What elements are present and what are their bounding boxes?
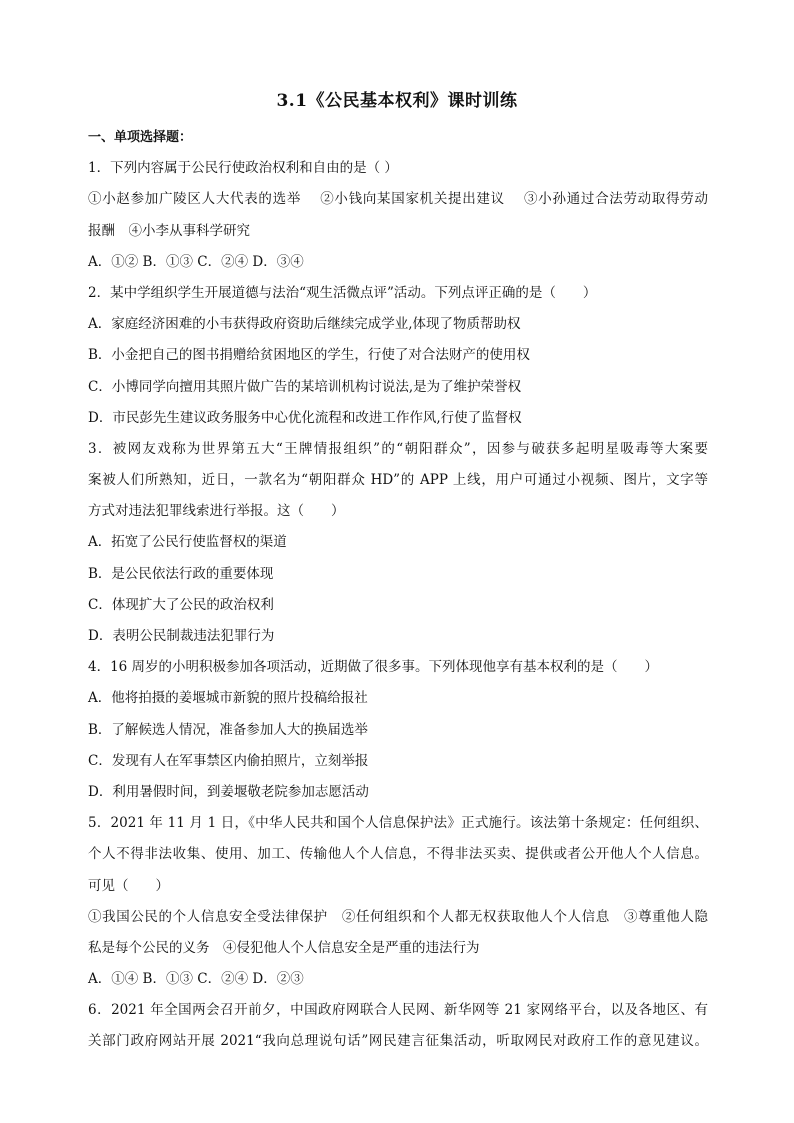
question-3-option-a: A．拓宽了公民行使监督权的渠道	[88, 534, 287, 551]
question-2-option-a: A．家庭经济困难的小韦获得政府资助后继续完成学业,体现了物质帮助权	[88, 316, 521, 333]
question-5-statements: ①我国公民的个人信息安全受法律保护 ②任何组织和个人都无权获取他人个人信息 ③尊重他人隐	[88, 908, 708, 925]
page-title: 3.1《公民基本权利》课时训练	[276, 91, 518, 111]
question-4-option-c: C．发现有人在军事禁区内偷拍照片，立刻举报	[88, 752, 369, 769]
question-3-stem: 3．被网友戏称为世界第五大“王牌情报组织”的“朝阳群众”，因参与破获多起明星吸毒等大案要	[88, 440, 708, 457]
question-4-option-b: B．了解候选人情况，准备参加人大的换届选举	[88, 721, 368, 738]
question-6-stem: 6．2021 年全国两会召开前夕，中国政府网联合人民网、新华网等 21 家网络平台，以及各地区、有	[88, 1002, 708, 1019]
question-2-option-c: C．小博同学向擅用其照片做广告的某培训机构讨说法,是为了维护荣誉权	[88, 378, 522, 395]
question-1-statements-cont: 报酬 ④小李从事科学研究	[88, 222, 250, 239]
question-3-stem-cont: 案被人们所熟知，近日，一款名为“朝阳群众 HD”的 APP 上线，用户可通过小视频、图片，文字等	[88, 472, 708, 489]
question-list	[88, 122, 708, 1058]
question-4-option-a: A．他将拍摄的姜堰城市新貌的照片投稿给报社	[88, 690, 368, 707]
question-5-options: A．①④ B．①③ C．②④ D．②③	[88, 971, 304, 988]
question-2-option-d: D．市民彭先生建议政务服务中心优化流程和改进工作作风,行使了监督权	[88, 409, 522, 426]
question-4-stem: 4．16 周岁的小明积极参加各项活动，近期做了很多事。下列体现他享有基本权利的是（ ）	[88, 659, 659, 676]
question-5-stem-cont: 个人不得非法收集、使用、加工、传输他人个人信息，不得非法买卖、提供或者公开他人个人信息。	[88, 846, 708, 863]
question-2-stem: 2．某中学组织学生开展道德与法治“观生活微点评”活动。下列点评正确的是（ ）	[88, 284, 597, 301]
question-1-options: A．①② B．①③ C．②④ D．③④	[88, 253, 304, 270]
question-5-statements-cont: 私是每个公民的义务 ④侵犯他人个人信息安全是严重的违法行为	[88, 939, 480, 956]
question-1-statements: ①小赵参加广陵区人大代表的选举 ②小钱向某国家机关提出建议 ③小孙通过合法劳动取得劳动	[88, 191, 708, 208]
question-1-stem: 1．下列内容属于公民行使政治权利和自由的是（ ）	[88, 160, 398, 177]
question-3-stem-end: 方式对违法犯罪线索进行举报。这（ ）	[88, 503, 345, 520]
question-3-option-d: D．表明公民制裁违法犯罪行为	[88, 628, 275, 644]
section-heading: 一、单项选择题：	[88, 130, 193, 145]
question-2-option-b: B．小金把自己的图书捐赠给贫困地区的学生，行使了对合法财产的使用权	[88, 347, 530, 364]
question-4-option-d: D．利用暑假时间，到姜堰敬老院参加志愿活动	[88, 783, 369, 800]
question-6-stem-cont: 关部门政府网站开展 2021“我向总理说句话”网民建言征集活动，听取网民对政府工作的意见建议。	[88, 1033, 708, 1050]
question-5-stem: 5．2021 年 11 月 1 日，《中华人民共和国个人信息保护法》正式施行。该法第十条规定：任何组织、	[88, 815, 708, 832]
question-3-option-c: C．体现扩大了公民的政治权利	[88, 596, 274, 613]
question-5-stem-end: 可见（ ）	[88, 877, 169, 894]
question-3-option-b: B．是公民依法行政的重要体现	[88, 565, 274, 582]
